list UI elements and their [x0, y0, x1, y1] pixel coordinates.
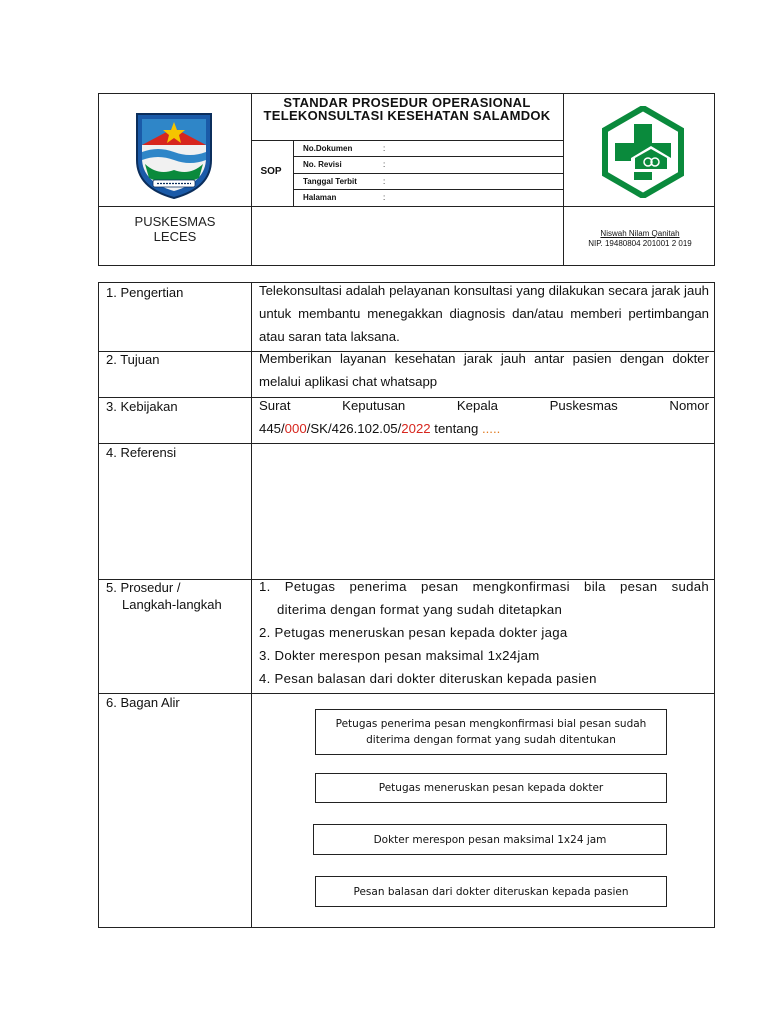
header-divider — [99, 206, 714, 207]
section-text-pengertian: Telekonsultasi adalah pelayanan konsultasi yang dilakukan secara jarak jauh untuk membantu menegakkan diagnosis dan/atau memberi pertimbangan atau saran tata laksana. — [259, 283, 709, 344]
kebijakan-line-1: Surat Keputusan Kepala Puskesmas Nomor — [259, 398, 709, 413]
row-divider — [99, 693, 714, 694]
meta-label-halaman: Halaman — [303, 193, 337, 202]
meta-label-no-revisi: No. Revisi — [303, 160, 342, 169]
meta-label-no-dokumen: No.Dokumen — [303, 144, 353, 153]
meta-colon: : — [383, 177, 386, 186]
prosedur-step-2: 2. Petugas meneruskan pesan kepada dokter jaga — [259, 625, 568, 640]
sop-header-table — [98, 93, 715, 266]
section-label-kebijakan: 3. Kebijakan — [106, 399, 178, 414]
meta-colon: : — [383, 193, 386, 202]
kebijakan-ellipsis: ..... — [481, 421, 501, 436]
signer-block — [565, 229, 715, 249]
section-text-tujuan: Memberikan layanan kesehatan jarak jauh antar pasien dengan dokter melalui aplikasi chat whatsapp — [259, 351, 709, 389]
header-divider — [251, 140, 563, 141]
prosedur-label-line-2: Langkah-langkah — [122, 597, 222, 612]
row-divider — [99, 443, 714, 444]
prosedur-step-1-cont: diterima dengan format yang sudah ditetapkan — [277, 602, 563, 617]
flowchart-box-3: Dokter merespon pesan maksimal 1x24 jam — [313, 824, 667, 855]
kebijakan-number-prefix: 445/ — [259, 421, 285, 436]
section-label-tujuan: 2. Tujuan — [106, 352, 160, 367]
prosedur-label-line-1: 5. Prosedur / — [106, 580, 181, 595]
sop-label: SOP — [260, 166, 282, 177]
kebijakan-line-2 — [259, 417, 709, 440]
kebijakan-year: 2022 — [401, 421, 431, 436]
section-label-pengertian: 1. Pengertian — [106, 285, 184, 300]
regional-emblem-logo — [133, 108, 215, 200]
flowchart-box-4: Pesan balasan dari dokter diteruskan kepada pasien — [315, 876, 667, 907]
section-label-referensi: 4. Referensi — [106, 445, 177, 460]
kebijakan-number-middle: /SK/426.102.05/ — [306, 421, 402, 436]
meta-label-tanggal-terbit: Tanggal Terbit — [303, 177, 357, 186]
header-divider — [563, 94, 564, 265]
prosedur-step-1: 1. Petugas penerima pesan mengkonfirmasi bila pesan sudah — [259, 579, 709, 594]
prosedur-step-3: 3. Dokter merespon pesan maksimal 1x24jam — [259, 648, 540, 663]
section-label-bagan-alir: 6. Bagan Alir — [106, 695, 180, 710]
kebijakan-number-placeholder: 000 — [284, 421, 307, 436]
section-label-prosedur — [106, 579, 222, 613]
meta-colon: : — [383, 144, 386, 153]
flowchart-box-1: Petugas penerima pesan mengkonfirmasi bial pesan sudah diterima dengan format yang sudah ditentukan — [315, 709, 667, 755]
column-divider — [251, 283, 252, 927]
puskesmas-name — [99, 214, 251, 244]
org-line-2: LECES — [153, 229, 197, 244]
signer-name: Niswah Nilam Qanitah — [600, 229, 680, 238]
document-title: STANDAR PROSEDUR OPERASIONAL TELEKONSULTASI KESEHATAN SALAMDOK — [263, 95, 551, 123]
prosedur-step-4: 4. Pesan balasan dari dokter diteruskan kepada pasien — [259, 671, 597, 686]
meta-colon: : — [383, 160, 386, 169]
puskesmas-logo — [597, 106, 689, 198]
kebijakan-tentang: tentang — [430, 421, 482, 436]
flowchart-box-2: Petugas meneruskan pesan kepada dokter — [315, 773, 667, 803]
org-line-1: PUSKESMAS — [134, 214, 216, 229]
signer-nip: NIP. 19480804 201001 2 019 — [588, 239, 692, 248]
